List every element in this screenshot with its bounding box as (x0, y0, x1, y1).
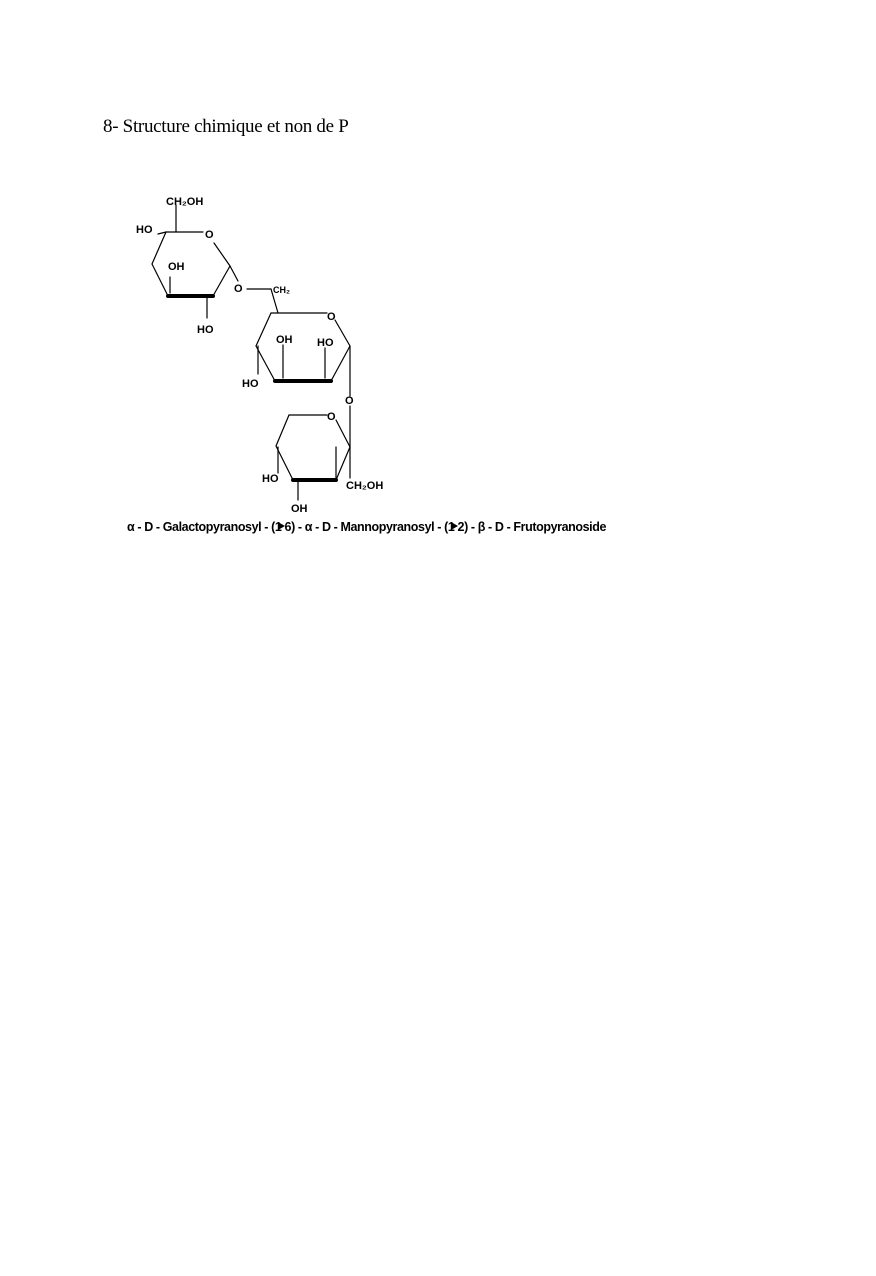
ring1-oxygen-label: O (205, 229, 214, 241)
compound-name-caption (127, 520, 606, 535)
ring1-ch2oh-label: CH₂OH (166, 196, 204, 208)
ring1-oh-inner-label: OH (168, 261, 185, 273)
mannose-ring (256, 313, 350, 396)
ring3-ch2oh-label: CH₂OH (346, 480, 384, 492)
fructose-ring (276, 406, 350, 500)
ring2-oxygen-label: O (327, 311, 336, 323)
section-heading: 8- Structure chimique et non de P (103, 116, 349, 137)
ring2-oh-label: OH (276, 334, 293, 346)
caption-part-3: 2) - β - D - Frutopyranoside (457, 520, 607, 534)
ring3-oxygen-label: O (327, 411, 336, 423)
bridge-ch2-label: CH₂ (273, 285, 290, 295)
caption-part-1: α - D - Galactopyranosyl - (1 (127, 520, 282, 534)
ring3-oh-bottom-label: OH (291, 503, 308, 515)
caption-part-2: 6) - α - D - Mannopyranosyl - (1 (284, 520, 455, 534)
galactose-ring (152, 205, 238, 318)
ring2-ho-left-label: HO (242, 378, 259, 390)
ring1-ho-bottom-label: HO (197, 324, 214, 336)
ring3-ho-label: HO (262, 473, 279, 485)
ring1-ho-left-label: HO (136, 224, 153, 236)
link-oxygen-label: O (345, 395, 354, 407)
ring2-ho-inner-label: HO (317, 337, 334, 349)
bridge-oxygen-label: O (234, 283, 243, 295)
